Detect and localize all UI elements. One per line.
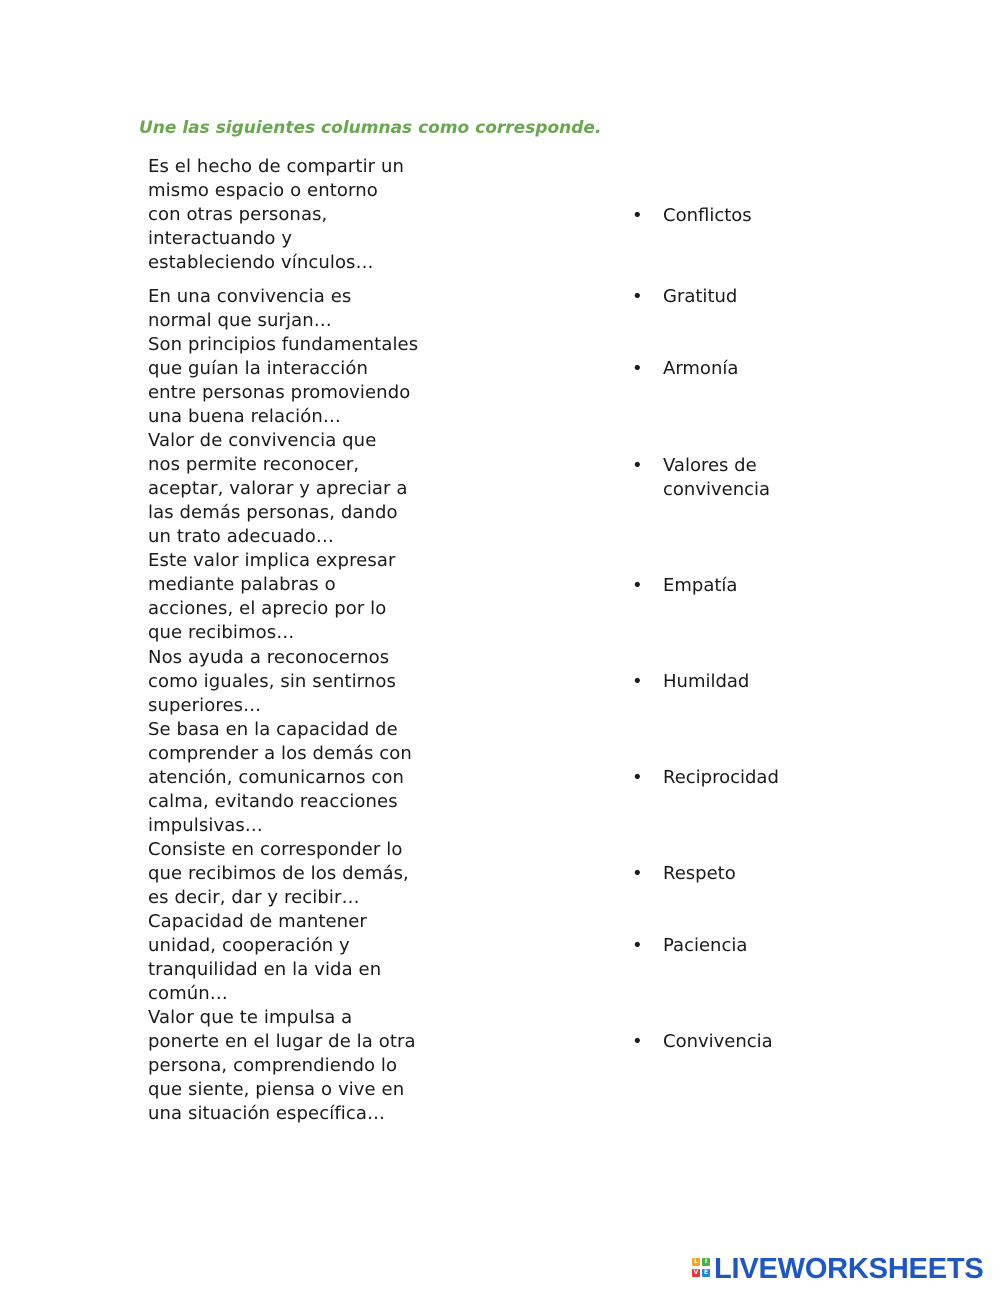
- option-convivencia[interactable]: [632, 1030, 832, 1054]
- text-line: unidad, cooperación y: [148, 935, 350, 957]
- description-8[interactable]: [148, 838, 438, 910]
- text-line: impulsivas…: [148, 815, 263, 837]
- text-line: mismo espacio o entorno: [148, 180, 378, 202]
- description-7[interactable]: [148, 718, 438, 838]
- option-label: [663, 204, 832, 228]
- option-label: [663, 766, 832, 790]
- text-line: acciones, el aprecio por lo: [148, 598, 387, 620]
- text-line: estableciendo vínculos…: [148, 252, 374, 274]
- logo-block-l: L: [692, 1258, 700, 1266]
- option-humildad[interactable]: [632, 670, 832, 694]
- option-empatia[interactable]: [632, 574, 832, 598]
- text-line: Consiste en corresponder lo: [148, 839, 403, 860]
- text-line: interactuando y: [148, 228, 293, 250]
- option-label: [663, 670, 832, 694]
- text-line: Valores de: [663, 455, 757, 476]
- description-3[interactable]: [148, 333, 438, 429]
- description-2[interactable]: [148, 285, 438, 333]
- text-line: calma, evitando reacciones: [148, 791, 398, 813]
- text-line: Valor que te impulsa a: [148, 1007, 353, 1028]
- text-line: Convivencia: [663, 1031, 773, 1052]
- text-line: nos permite reconocer,: [148, 454, 360, 476]
- bullet-icon: •: [632, 1031, 643, 1052]
- bullet-icon: •: [632, 671, 643, 692]
- text-line: atención, comunicarnos con: [148, 767, 405, 789]
- text-line: Respeto: [663, 863, 736, 884]
- option-label: [663, 454, 832, 502]
- text-line: convivencia: [663, 479, 771, 500]
- description-9[interactable]: [148, 910, 438, 1006]
- option-label: [663, 285, 832, 309]
- text-line: una buena relación…: [148, 406, 341, 428]
- option-label: [663, 934, 832, 958]
- description-10[interactable]: [148, 1006, 438, 1126]
- logo-block-i: I: [702, 1258, 710, 1266]
- description-6[interactable]: [148, 646, 438, 718]
- text-line: Humildad: [663, 671, 750, 692]
- bullet-icon: •: [632, 767, 643, 788]
- option-armonia[interactable]: [632, 357, 832, 381]
- text-line: normal que surjan…: [148, 310, 332, 332]
- text-line: Reciprocidad: [663, 767, 779, 788]
- instruction-heading: Une las siguientes columnas como corresponde.: [139, 118, 602, 138]
- description-4[interactable]: [148, 429, 438, 549]
- text-line: tranquilidad en la vida en: [148, 959, 382, 981]
- text-line: como iguales, sin sentirnos: [148, 671, 396, 693]
- text-line: entre personas promoviendo: [148, 382, 411, 404]
- text-line: que recibimos de los demás,: [148, 863, 409, 885]
- text-line: Gratitud: [663, 286, 738, 307]
- text-line: las demás personas, dando: [148, 502, 398, 524]
- text-line: aceptar, valorar y apreciar a: [148, 478, 408, 500]
- option-label: [663, 574, 832, 598]
- text-line: Se basa en la capacidad de: [148, 719, 398, 740]
- text-line: Es el hecho de compartir un: [148, 156, 405, 177]
- text-line: mediante palabras o: [148, 574, 336, 596]
- description-1[interactable]: [148, 155, 438, 275]
- text-line: con otras personas,: [148, 204, 328, 226]
- text-line: Conflictos: [663, 205, 752, 226]
- text-line: Valor de convivencia que: [148, 430, 377, 451]
- option-label: [663, 862, 832, 886]
- text-line: ponerte en el lugar de la otra: [148, 1031, 416, 1053]
- option-respeto[interactable]: [632, 862, 832, 886]
- liveworksheets-logo: [692, 1254, 984, 1284]
- text-line: Capacidad de mantener: [148, 911, 367, 932]
- option-gratitud[interactable]: [632, 285, 832, 309]
- bullet-icon: •: [632, 455, 643, 476]
- description-5[interactable]: [148, 549, 438, 645]
- text-line: que siente, piensa o vive en: [148, 1079, 405, 1101]
- text-line: En una convivencia es: [148, 286, 352, 307]
- text-line: Son principios fundamentales: [148, 334, 419, 355]
- option-valores-de-convivencia[interactable]: [632, 454, 832, 502]
- bullet-icon: •: [632, 575, 643, 596]
- text-line: una situación específica…: [148, 1103, 386, 1125]
- text-line: Empatía: [663, 575, 738, 596]
- text-line: es decir, dar y recibir…: [148, 887, 360, 909]
- bullet-icon: •: [632, 358, 643, 379]
- logo-text: LIVEWORKSHEETS: [714, 1252, 984, 1285]
- text-line: que guían la interacción: [148, 358, 368, 380]
- text-line: Paciencia: [663, 935, 748, 956]
- option-label: [663, 1030, 832, 1054]
- bullet-icon: •: [632, 286, 643, 307]
- text-line: un trato adecuado…: [148, 526, 334, 548]
- text-line: persona, comprendiendo lo: [148, 1055, 398, 1077]
- bullet-icon: •: [632, 205, 643, 226]
- text-line: que recibimos…: [148, 622, 295, 644]
- bullet-icon: •: [632, 863, 643, 884]
- text-line: superiores…: [148, 695, 262, 717]
- text-line: comprender a los demás con: [148, 743, 412, 765]
- bullet-icon: •: [632, 935, 643, 956]
- logo-block-e: E: [703, 1269, 709, 1276]
- logo-blocks-icon: [692, 1256, 712, 1282]
- text-line: Armonía: [663, 358, 739, 379]
- option-label: [663, 357, 832, 381]
- option-conflictos[interactable]: [632, 204, 832, 228]
- option-paciencia[interactable]: [632, 934, 832, 958]
- text-line: Nos ayuda a reconocernos: [148, 647, 390, 668]
- text-line: Este valor implica expresar: [148, 550, 396, 571]
- text-line: común…: [148, 983, 228, 1005]
- option-reciprocidad[interactable]: [632, 766, 832, 790]
- logo-block-v: V: [693, 1269, 699, 1276]
